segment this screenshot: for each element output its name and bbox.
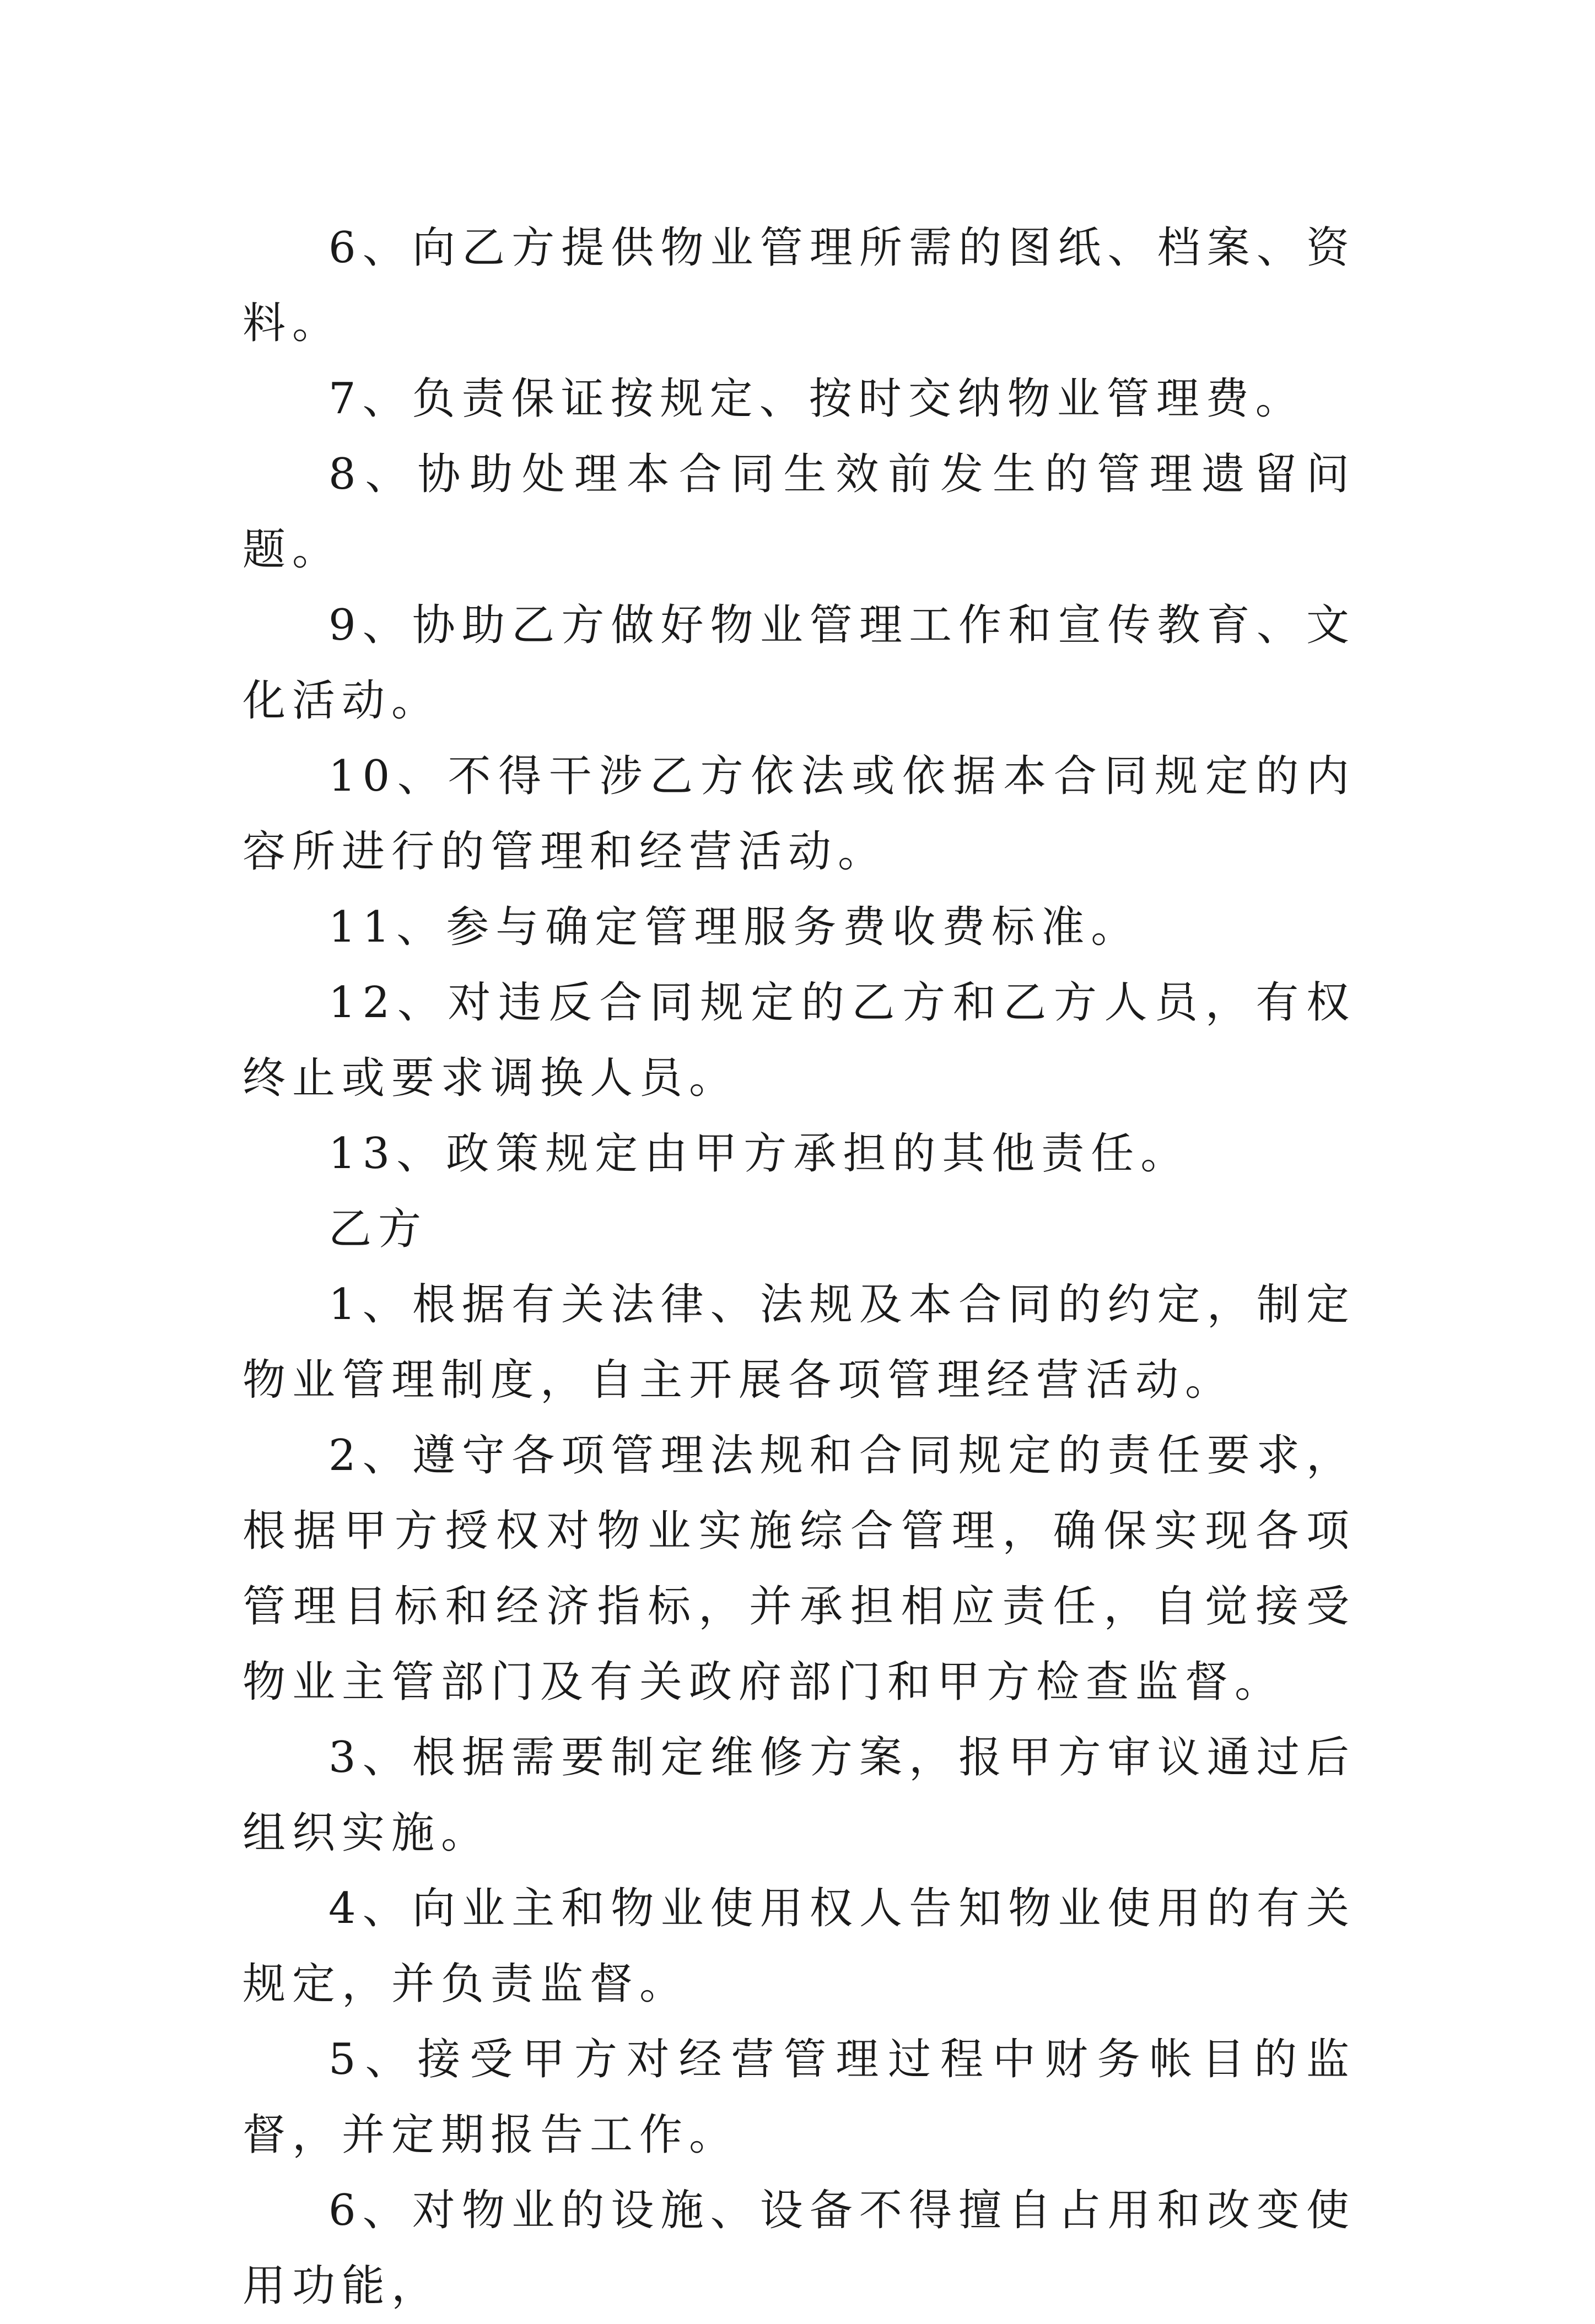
- paragraph-landlord-6: 6、向乙方提供物业管理所需的图纸、档案、资料。: [243, 223, 1356, 348]
- paragraph-landlord-13: 13、政策规定由甲方承担的其他责任。: [328, 1129, 1190, 1179]
- paragraph-manager-6: 6、对物业的设施、设备不得擅自占用和改变使用功能，: [243, 2186, 1356, 2311]
- paragraph-landlord-7: 7、负责保证按规定、按时交纳物业管理费。: [328, 374, 1305, 424]
- paragraph-manager-4: 4、向业主和物业使用权人告知物业使用的有关规定，并负责监督。: [243, 1884, 1356, 2009]
- paragraph-manager-5: 5、接受甲方对经营管理过程中财务帐目的监督，并定期报告工作。: [243, 2035, 1356, 2160]
- document-body: [243, 210, 1356, 2324]
- section-heading-party-b: 乙方: [328, 1204, 428, 1254]
- paragraph-landlord-9: 9、协助乙方做好物业管理工作和宣传教育、文化活动。: [243, 601, 1356, 726]
- paragraph-manager-3: 3、根据需要制定维修方案，报甲方审议通过后组织实施。: [243, 1733, 1356, 1858]
- paragraph-landlord-8: 8、协助处理本合同生效前发生的管理遗留问题。: [243, 450, 1356, 575]
- paragraph-landlord-12: 12、对违反合同规定的乙方和乙方人员，有权终止或要求调换人员。: [243, 978, 1356, 1103]
- paragraph-landlord-10: 10、不得干涉乙方依法或依据本合同规定的内容所进行的管理和经营活动。: [243, 752, 1356, 877]
- paragraph-manager-2: 2、遵守各项管理法规和合同规定的责任要求，根据甲方授权对物业实施综合管理，确保实现各项管理目标和经济指标，并承担相应责任，自觉接受物业主管部门及有关政府部门和甲方检查监督。: [243, 1431, 1356, 1707]
- paragraph-manager-1: 1、根据有关法律、法规及本合同的约定，制定物业管理制度，自主开展各项管理经营活动。: [243, 1280, 1356, 1405]
- paragraph-landlord-11: 11、参与确定管理服务费收费标准。: [328, 902, 1141, 952]
